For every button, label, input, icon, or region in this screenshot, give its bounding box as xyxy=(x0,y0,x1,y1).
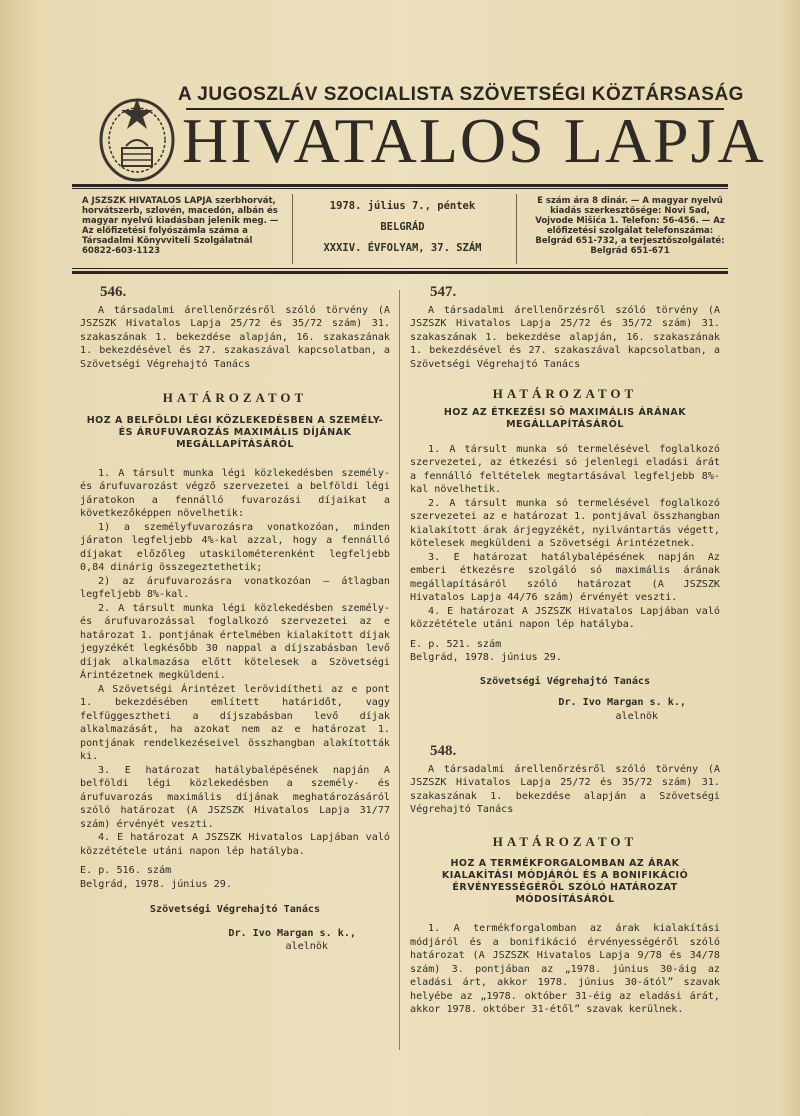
signer-body: Szövetségi Végrehajtó Tanács xyxy=(149,904,321,915)
decision-subtitle: HOZ A TERMÉKFORGALOMBAN AZ ÁRAK KIALAKÍTÁSI MÓDJÁRÓL ÉS A BONIFIKÁCIÓ ÉRVÉNYESSÉGÉRŐL SZÓLÓ HATÁROZAT MÓDOSÍTÁSÁRÓL xyxy=(441,858,689,905)
paragraph: 1. A termékforgalomban az árak kialakítási módjáról és a bonifikáció érvényességéről szóló határozat (A JSZSZK Hivatalos Lapja 9/78 és 34/78 szám) 3. pontjában az „1978. június 30-áig az eladási árt, akkor 1978. június 30-ától” szavak helyébe az „1978. október 31-éig az eladási árát, akkor 1978. október 31-étől” szavak kerülnek. xyxy=(410,923,720,1015)
header-divider-right xyxy=(516,194,517,264)
paragraph: 3. E határozat hatálybalépésének napján A belföldi légi közlekedésben a személy- és árufuvarozás maximális díjának meghatározásáról szóló határozat (A JSZSZK Hivatalos Lapja 31/77 szám) érvényét veszti. xyxy=(80,764,390,830)
right-column xyxy=(410,286,720,1017)
decision-546 xyxy=(80,286,390,954)
decision-title: HATÁROZATOT xyxy=(162,390,308,405)
paragraph: 2. A társult munka légi közlekedésben személy- és árufuvarozással foglalkozó szervezetei az e határozat 1. pontjának értelmében kialakított díjak jegyzékét legkésőbb 30 nappal a díjszabásban levő díjak alkalmazása előtt kötelesek a Szövetségi Árintézetnek megküldeni. xyxy=(80,602,390,681)
reference-number: E. p. 516. szám xyxy=(80,865,172,876)
decision-subtitle: HOZ A BELFÖLDI LÉGI KÖZLEKEDÉSBEN A SZEMÉLY- ÉS ÁRUFUVAROZÁS MAXIMÁLIS DÍJÁNAK MEGÁLLAPÍTÁSÁRÓL xyxy=(86,414,384,450)
price-editorial-info: E szám ára 8 dinár. — A magyar nyelvű kiadás szerkesztősége: Novi Sad, Vojvode Mišića 1. Telefon: 56-456. — Az előfizetési szolgálat telefonszáma: Belgrád 651-732, a terjesztőszolgálaté: Belgrád 651-671 xyxy=(535,196,725,256)
decision-number: 547. xyxy=(430,284,457,300)
decision-548 xyxy=(410,745,720,1017)
header-bottom-rule xyxy=(72,271,728,274)
reference-date: Belgrád, 1978. június 29. xyxy=(410,652,562,663)
issue-volume: XXXIV. ÉVFOLYAM, 37. SZÁM xyxy=(323,242,482,254)
column-divider xyxy=(399,290,400,1050)
reference-date: Belgrád, 1978. június 29. xyxy=(80,878,232,890)
paragraph: 1. A társult munka légi közlekedésben személy- és árufuvarozást végző szervezetei a belföldi légi járatokon a fennálló fuvarozási díjaikat a következőképpen növelhetik: xyxy=(80,467,390,519)
decision-title: HATÁROZATOT xyxy=(492,386,638,401)
header-top-rule xyxy=(72,184,728,187)
issue-info xyxy=(300,200,505,263)
issue-city: BELGRÁD xyxy=(380,221,425,233)
masthead-title: HIVATALOS LAPJA xyxy=(182,105,766,176)
signer-name: Dr. Ivo Margan s. k., xyxy=(558,697,686,708)
paragraph: 1) a személyfuvarozásra vonatkozóan, minden járaton legfeljebb 4%-kal azzal, hogy a fennálló díjakat előzőleg utaskilométerenként legfeljebb 0,84 dinárig összegeztethetik; xyxy=(80,521,390,573)
state-emblem-icon xyxy=(96,90,178,186)
decision-number: 548. xyxy=(430,743,457,759)
signer-role: alelnök xyxy=(615,710,658,722)
signer-body: Szövetségi Végrehajtó Tanács xyxy=(479,675,651,687)
decision-subtitle: HOZ AZ ÉTKEZÉSI SÓ MAXIMÁLIS ÁRÁNAK MEGÁLLAPÍTÁSÁRÓL xyxy=(443,406,687,430)
preamble: A társadalmi árellenőrzésről szóló törvény (A JSZSZK Hivatalos Lapja 25/72 és 35/72 szám) 31. szakaszának 1. bekezdése alapján, 16. szakaszának 1. bekezdésével és 27. szakaszával kapcsolatban, a Szövetségi Végrehajtó Tanács xyxy=(80,304,390,370)
republic-line: A JUGOSZLÁV SZOCIALISTA SZÖVETSÉGI KÖZTÁRSASÁG xyxy=(178,84,744,105)
preamble: A társadalmi árellenőrzésről szóló törvény (A JSZSZK Hivatalos Lapja 25/72 és 35/72 szám) 31. szakaszának 1. bekezdése alapján a Szövetségi Végrehajtó Tanács xyxy=(410,763,720,815)
paragraph: 2) az árufuvarozásra vonatkozóan — átlagban legfeljebb 8%-kal. xyxy=(80,575,390,600)
signer-name: Dr. Ivo Margan s. k., xyxy=(228,927,356,939)
paragraph: 4. E határozat A JSZSZK Hivatalos Lapjában való közzététele utáni napon lép hatályba. xyxy=(410,605,720,630)
subscription-info: A JSZSZK HIVATALOS LAPJA szerbhorvát, horvátszerb, szlovén, macedón, albán és magyar nyelvű kiadásban jelenik meg. — Az előfizetési folyószámla száma a Társadalmi Könyvviteli Szolgálatnál 60822-603-1123 xyxy=(82,196,279,256)
header-divider-left xyxy=(292,194,293,264)
paragraph: 4. E határozat A JSZSZK Hivatalos Lapjában való közzététele utáni napon lép hatályba. xyxy=(80,832,390,857)
decision-title: HATÁROZATOT xyxy=(492,833,638,849)
paragraph: 3. E határozat hatálybalépésének napján Az emberi étkezésre szolgáló só maximális árának megállapításáról szóló határozat (A JSZSZK Hivatalos Lapja 44/76 szám) érvényét veszti. xyxy=(410,551,720,603)
decision-547 xyxy=(410,286,720,723)
paragraph: 2. A társult munka só termelésével foglalkozó szervezetei az e határozat 1. pontjával összhangban kialakított árak árjegyzékét, nyilvántartás végett, kötelesek megküldeni a Szövetségi Árintézetnek. xyxy=(410,497,720,549)
issue-date: 1978. július 7., péntek xyxy=(329,200,476,212)
decision-number: 546. xyxy=(100,284,127,300)
reference-number: E. p. 521. szám xyxy=(410,638,502,650)
paragraph: 1. A társult munka só termelésével foglalkozó szervezetei, az étkezési só jelenlegi eladási árát a fennálló feltételek megtartásával legfeljebb 8%-kal növelhetik. xyxy=(410,443,720,495)
paragraph: A Szövetségi Árintézet lerövidítheti az e pont 1. bekezdésében említett határidőt, vagy felfüggesztheti a díjszabásban levő díjak alkalmazását, ha azokat nem az e határozat 1. pontjának rendelkezéseivel összhangban alakították ki. xyxy=(80,683,390,762)
preamble: A társadalmi árellenőrzésről szóló törvény (A JSZSZK Hivatalos Lapja 25/72 és 35/72 szám) 31. szakaszának 1. bekezdése alapján, 16. szakaszának 1. bekezdésével és 27. szakaszával kapcsolatban, a Szövetségi Végrehajtó Tanács xyxy=(410,304,720,370)
signer-role: alelnök xyxy=(285,941,328,952)
header-top-rule-thin xyxy=(72,188,728,189)
header-bottom-rule-thin xyxy=(72,268,728,269)
